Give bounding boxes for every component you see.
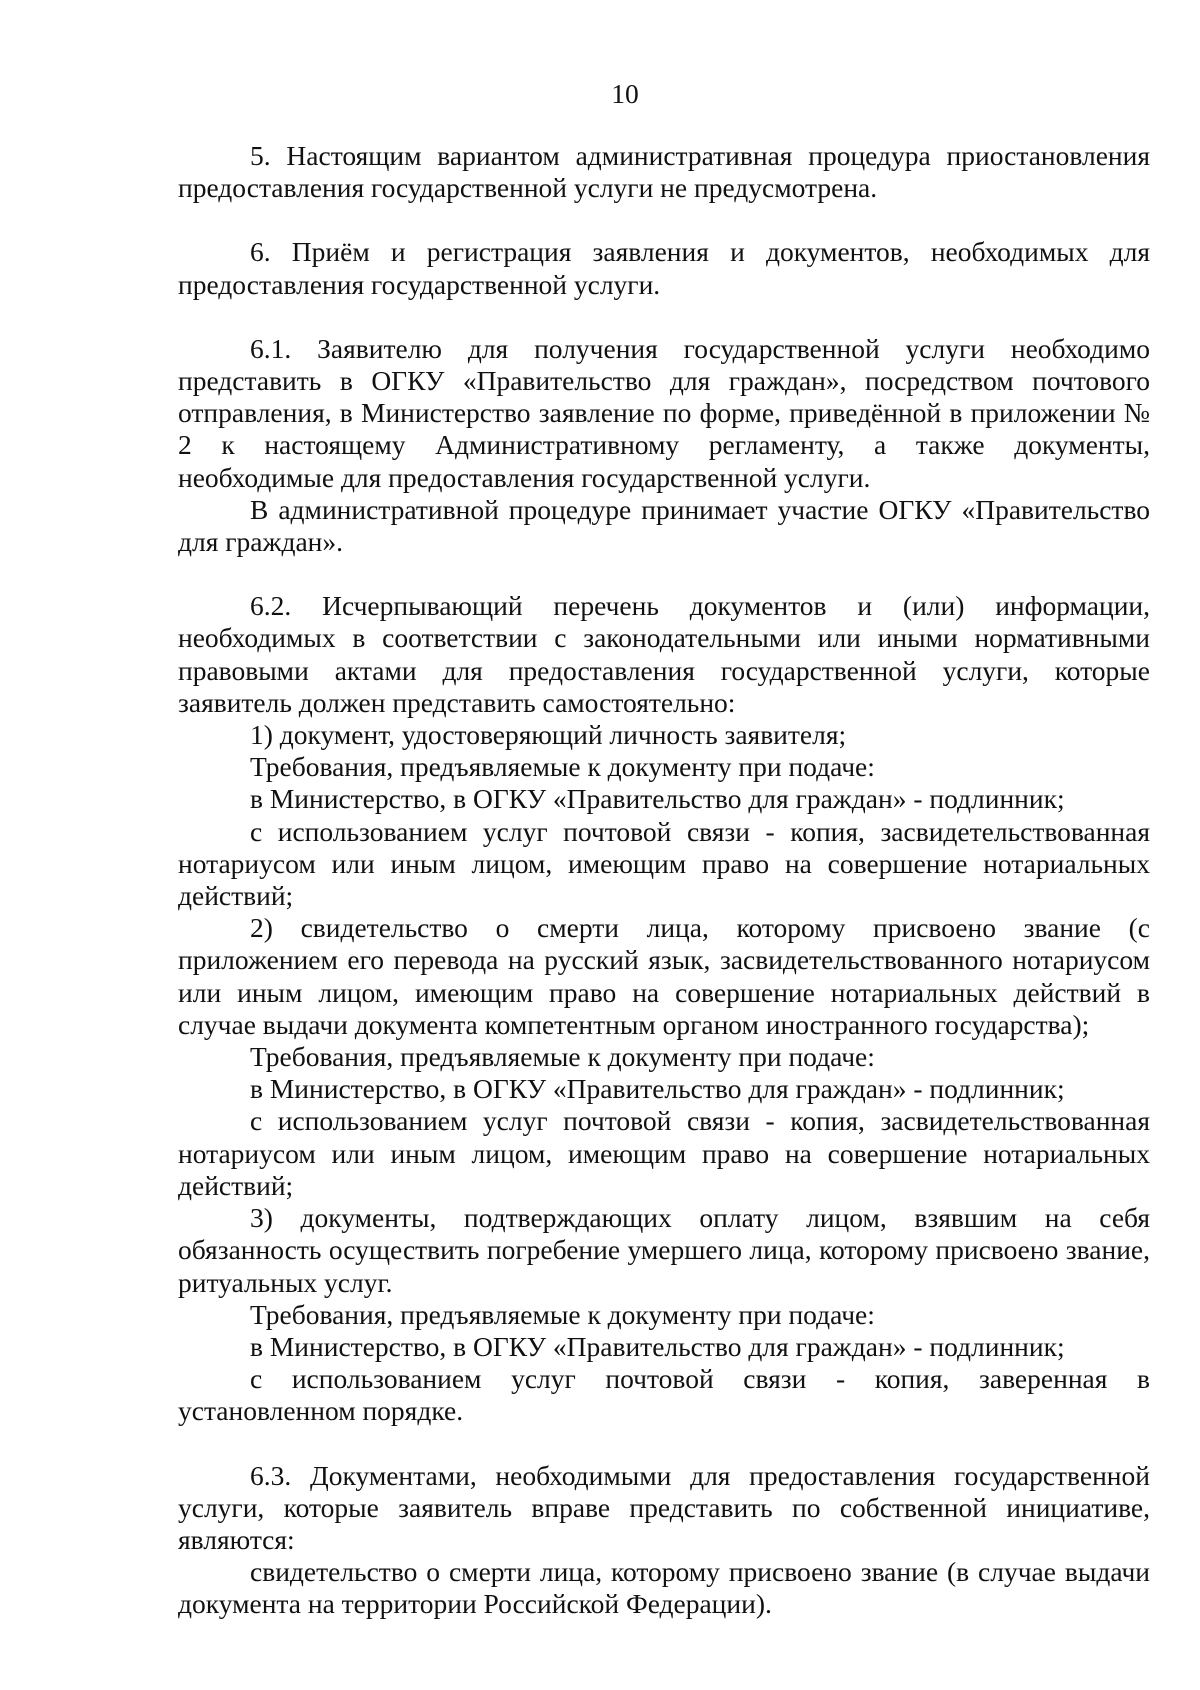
paragraph-6-2: 6.2. Исчерпывающий перечень документов и (или) информации, необходимых в соответствии с законодательными или иными нормативными правовыми актами для предоставления государственной услуги, которые заявитель должен представить самостоятельно: (178, 590, 1150, 718)
list-item-2: 2) свидетельство о смерти лица, которому присвоено звание (с приложением его перевода на русский язык, засвидетельствованного нотариусом или иным лицом, имеющим право на совершение нотариальных действий в случае выдачи документа компетентным органом иностранного государства); (178, 912, 1150, 1040)
paragraph-6-1-participation: В административной процедуре принимает участие ОГКУ «Правительство для граждан». (178, 493, 1150, 558)
requirement-ministry: в Министерство, в ОГКУ «Правительство для граждан» - подлинник; (250, 783, 1065, 815)
paragraph-6: 6. Приём и регистрация заявления и документов, необходимых для предоставления государственной услуги. (178, 236, 1150, 300)
paragraph-6-1: 6.1. Заявителю для получения государственной услуги необходимо представить в ОГКУ «Правительство для граждан», посредством почтового отправления, в Министерство заявление по форме, приведённой в приложении № 2 к настоящему Административному регламенту, а также документы, необходимые для предоставления государственной услуги. (178, 332, 1150, 493)
requirement-ministry: в Министерство, в ОГКУ «Правительство для граждан» - подлинник; (250, 1330, 1065, 1362)
requirements-heading: Требования, предъявляемые к документу при подаче: (250, 751, 875, 783)
requirements-heading: Требования, предъявляемые к документу при подаче: (250, 1041, 875, 1073)
list-item-3: 3) документы, подтверждающих оплату лицом, взявшим на себя обязанность осуществить погребение умершего лица, которому присвоено звание, ритуальных услуг. (178, 1202, 1150, 1298)
document-body (178, 140, 1150, 1621)
optional-document-item: свидетельство о смерти лица, которому присвоено звание (в случае выдачи документа на территории Российской Федерации). (178, 1556, 1150, 1620)
requirement-postal: с использованием услуг почтовой связи - копия, засвидетельствованная нотариусом или иным лицом, имеющим право на совершение нотариальных действий; (178, 1105, 1150, 1201)
requirement-ministry: в Министерство, в ОГКУ «Правительство для граждан» - подлинник; (250, 1073, 1065, 1105)
requirement-postal: с использованием услуг почтовой связи - копия, засвидетельствованная нотариусом или иным лицом, имеющим право на совершение нотариальных действий; (178, 815, 1150, 912)
paragraph-5: 5. Настоящим вариантом административная процедура приостановления предоставления государственной услуги не предусмотрена. (178, 140, 1150, 204)
list-item-1: 1) документ, удостоверяющий личность заявителя; (250, 719, 847, 751)
page-number: 10 (611, 78, 639, 109)
paragraph-6-3: 6.3. Документами, необходимыми для предоставления государственной услуги, которые заявитель вправе представить по собственной инициативе, являются: (178, 1459, 1150, 1555)
requirement-postal: с использованием услуг почтовой связи - копия, заверенная в установленном порядке. (178, 1363, 1150, 1427)
requirements-heading: Требования, предъявляемые к документу при подаче: (250, 1298, 875, 1330)
